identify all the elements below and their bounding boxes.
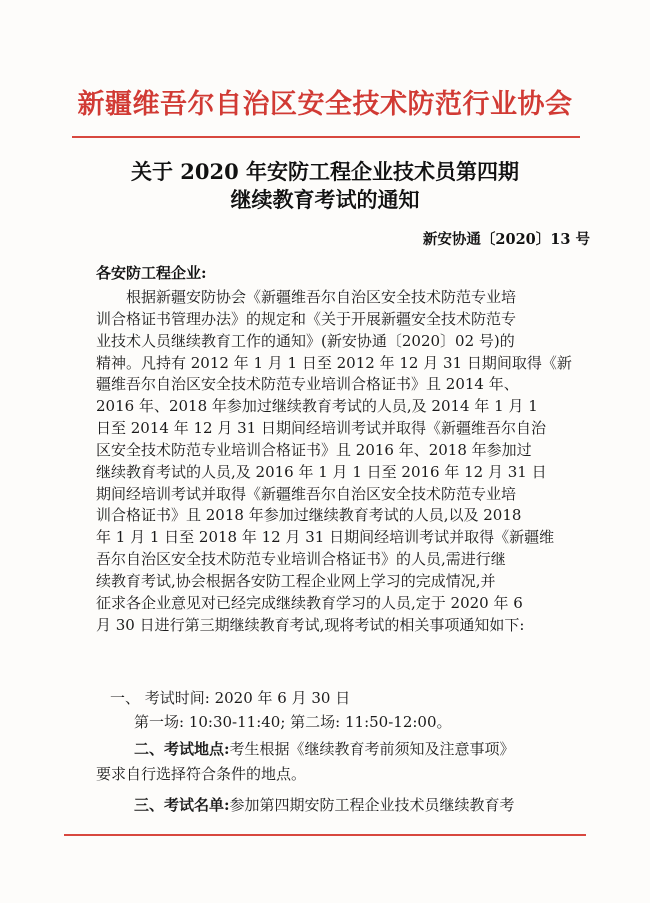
- body-line: 期间经培训考试并取得《新疆维吾尔自治区安全技术防范专业培: [96, 484, 517, 503]
- exam-list-heading: 三、考试名单:: [134, 796, 230, 814]
- exam-location-heading: 二、考试地点:: [134, 740, 230, 758]
- exam-location-continuation: 要求自行选择符合条件的地点。: [96, 765, 307, 783]
- header-red-rule: [72, 136, 580, 138]
- exam-list-text: 参加第四期安防工程企业技术员继续教育考: [229, 796, 515, 814]
- body-line: 月 30 日进行第三期继续教育考试,现将考试的相关事项通知如下:: [96, 615, 525, 634]
- notice-body: [96, 287, 598, 637]
- body-line: 征求各企业意见对已经完成继续教育学习的人员,定于 2020 年 6: [96, 593, 523, 612]
- body-line: 训合格证书管理办法》的规定和《关于开展新疆安全技术防范专: [96, 309, 517, 328]
- footer-red-rule: [64, 834, 586, 836]
- body-line: 吾尔自治区安全技术防范专业培训合格证书》的人员,需进行继: [96, 550, 506, 569]
- body-line: 继续教育考试的人员,及 2016 年 1 月 1 日至 2016 年 12 月 31 日: [96, 462, 547, 481]
- body-line: 根据新疆安防协会《新疆维吾尔自治区安全技术防范专业培: [126, 288, 517, 306]
- body-line: 精神。凡持有 2012 年 1 月 1 日至 2012 年 12 月 31 日期间取得《新: [96, 353, 572, 372]
- body-line: 训合格证书》且 2018 年参加过继续教育考试的人员,以及 2018: [96, 506, 522, 525]
- exam-location-text: 考生根据《继续教育考前须知及注意事项》: [229, 740, 515, 758]
- body-line: 区安全技术防范专业培训合格证书》且 2016 年、2018 年参加过: [96, 440, 532, 459]
- body-line: 日至 2014 年 12 月 31 日期间经培训考试并取得《新疆维吾尔自治: [96, 419, 546, 438]
- body-line: 2016 年、2018 年参加过继续教育考试的人员,及 2014 年 1 月 1: [96, 397, 538, 416]
- body-line: 年 1 月 1 日至 2018 年 12 月 31 日期间经培训考试并取得《新疆维: [96, 528, 555, 547]
- body-line: 业技术人员继续教育工作的通知》(新安协通〔2020〕02 号)的: [96, 331, 515, 350]
- notice-title: [0, 158, 650, 214]
- exam-time-detail: 第一场: 10:30-11:40; 第二场: 11:50-12:00。: [134, 713, 452, 731]
- document-number: 新安协通〔2020〕13 号: [422, 231, 590, 248]
- exam-list-paragraph: [134, 793, 604, 817]
- body-line: 疆维吾尔自治区安全技术防范专业培训合格证书》且 2014 年、: [96, 375, 519, 394]
- exam-location-paragraph: [134, 737, 604, 761]
- exam-time-heading: 一、 考试时间: 2020 年 6 月 30 日: [110, 689, 351, 707]
- salutation: 各安防工程企业:: [96, 264, 207, 282]
- notice-title-line: 继续教育考试的通知: [230, 187, 420, 212]
- body-line: 续教育考试,协会根据各安防工程企业网上学习的完成情况,并: [96, 571, 496, 590]
- notice-title-line: 关于 2020 年安防工程企业技术员第四期: [130, 159, 520, 184]
- organization-header: 新疆维吾尔自治区安全技术防范行业协会: [77, 89, 573, 120]
